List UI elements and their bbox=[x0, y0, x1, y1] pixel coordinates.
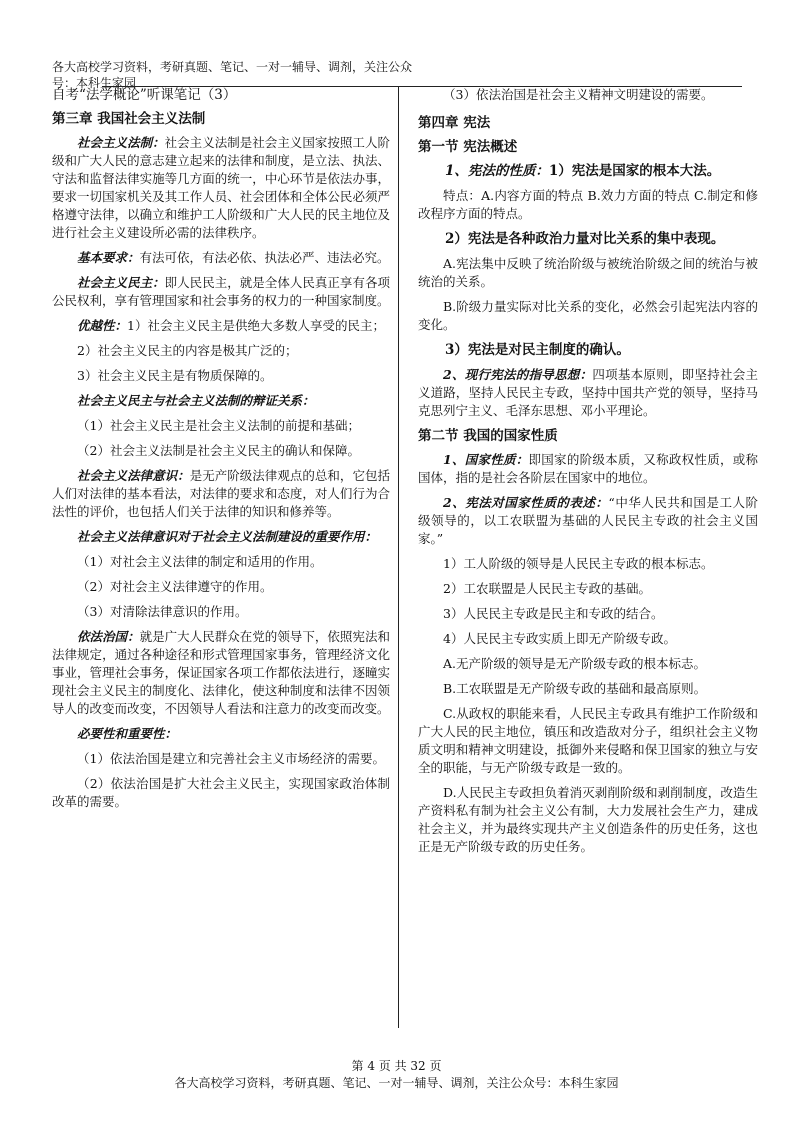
list-item: 3）人民民主专政是民主和专政的结合。 bbox=[443, 606, 664, 621]
paragraph-text: “中华人民共和国是工人阶级领导的，以工农联盟为基础的人民民主专政的社会主义国家。” bbox=[418, 495, 758, 546]
paragraph-text: 1）宪法是国家的根本大法。 bbox=[548, 163, 721, 179]
page-header: 各大高校学习资料，考研真题、笔记、一对一辅导、调剂，关注公众号：本科生家园 bbox=[52, 60, 413, 90]
list-item: （1）依法治国是建立和完善社会主义市场经济的需要。 bbox=[77, 751, 385, 766]
list-item: 1）工人阶级的领导是人民民主专政的根本标志。 bbox=[443, 556, 714, 571]
paragraph-rule-of-law bbox=[52, 628, 390, 718]
paragraph-text: 四项基本原则，即坚持社会主义道路，坚持人民民主专政，坚持中国共产党的领导，坚持马克思列宁主义、毛泽东思想、邓小平理论。 bbox=[418, 367, 758, 418]
term-label: 社会主义法律意识对于社会主义法制建设的重要作用： bbox=[77, 529, 378, 544]
list-item: （2）对社会主义法律遵守的作用。 bbox=[77, 579, 273, 594]
list-item: C.从政权的职能来看，人民民主专政具有维护工作阶级和广大人民的民主地位，镇压和改造敌对分子，组织社会主义物质文明和精神文明建设，抵御外来侵略和保卫国家的独立与安全的职能，与无产阶级专政是一致的。 bbox=[418, 706, 758, 775]
paragraph-text: 就是广大人民群众在党的领导下，依照宪法和法律规定，通过各种途径和形式管理国家事务，管理经济文化事业，管理社会事务，保证国家各项工作都依法进行，逐瞳实现社会主义民主的制度化、法律化，使这种制度和法律不因领导人的改变而改变，不因领导人看法和注意力的改变而改变。 bbox=[52, 629, 390, 716]
chapter-4-heading: 第四章 宪法 bbox=[418, 115, 491, 131]
term-label: 社会主义法制： bbox=[77, 135, 165, 150]
paragraph-constitution-nature bbox=[418, 162, 758, 180]
term-label: 社会主义民主与社会主义法制的辩证关系： bbox=[77, 393, 315, 408]
term-label: 1、国家性质： bbox=[443, 452, 529, 467]
paragraph-guiding-ideology bbox=[418, 366, 758, 420]
list-item: A.宪法集中反映了统治阶级与被统治阶级之间的统治与被统治的关系。 bbox=[418, 256, 758, 289]
list-item: （2）社会主义法制是社会主义民主的确认和保障。 bbox=[77, 443, 360, 458]
list-item: （3）对清除法律意识的作用。 bbox=[77, 604, 248, 619]
paragraph-text: 有法可依，有法必依、执法必严、违法必究。 bbox=[139, 250, 390, 265]
column-divider bbox=[398, 86, 399, 1028]
paragraph-superiority bbox=[52, 317, 390, 335]
term-label: 必要性和重要性： bbox=[77, 726, 178, 741]
paragraph-features: 特点：A.内容方面的特点 B.效力方面的特点 C.制定和修改程序方面的特点。 bbox=[418, 188, 758, 221]
paragraph-state-nature bbox=[418, 451, 758, 487]
paragraph-legal-consciousness bbox=[52, 467, 390, 521]
term-label: 1、宪法的性质： bbox=[445, 163, 549, 179]
document-title: 自考“法学概论”听课笔记（3） bbox=[52, 87, 237, 103]
list-item: A.无产阶级的领导是无产阶级专政的根本标志。 bbox=[443, 656, 707, 671]
section-1-heading: 第一节 宪法概述 bbox=[418, 139, 518, 155]
paragraph-text: 1）社会主义民主是供绝大多数人享受的民主； bbox=[127, 318, 385, 333]
list-item: （3）依法治国是社会主义精神文明建设的需要。 bbox=[443, 87, 714, 102]
paragraph-point-2: 2）宪法是各种政治力量对比关系的集中表现。 bbox=[445, 231, 725, 247]
list-item: （1）社会主义民主是社会主义法制的前提和基础； bbox=[77, 418, 360, 433]
paragraph-necessity bbox=[52, 725, 390, 743]
term-label: 2、宪法对国家性质的表述： bbox=[443, 495, 609, 510]
list-item: 2）社会主义民主的内容是极其广泛的； bbox=[77, 343, 298, 358]
section-2-heading: 第二节 我国的国家性质 bbox=[418, 428, 558, 444]
right-column bbox=[418, 86, 758, 863]
term-label: 社会主义民主： bbox=[77, 275, 165, 290]
paragraph-constitution-statement bbox=[418, 494, 758, 548]
term-label: 基本要求： bbox=[77, 250, 140, 265]
paragraph-text: 社会主义法制是社会主义国家按照工人阶级和广大人民的意志建立起来的法律和制度，是立法、执法、守法和监督法律实施等几方面的统一，中心环节是依法办事，要求一切国家机关及其工作人员、社会团体和全体公民必须严格遵守法律，以确立和维护工人阶级和广大人民的民主地位及进行社会主义建设所必需的法律秩序。 bbox=[52, 135, 390, 240]
list-item: （2）依法治国是扩大社会主义民主，实现国家政治体制改革的需要。 bbox=[52, 776, 390, 809]
list-item: 2）工农联盟是人民民主专政的基础。 bbox=[443, 581, 651, 596]
paragraph-text: 即人民民主，就是全体人民真正享有各项公民权利，享有管理国家和社会事务的权力的一种国家制度。 bbox=[52, 275, 390, 308]
paragraph-dialectical-relation bbox=[52, 392, 390, 410]
paragraph-consciousness-role bbox=[52, 528, 390, 546]
paragraph-point-3: 3）宪法是对民主制度的确认。 bbox=[445, 342, 630, 358]
list-item: 4）人民民主专政实质上即无产阶级专政。 bbox=[443, 631, 676, 646]
paragraph-text: 即国家的阶级本质，又称政权性质，或称国体，指的是社会各阶层在国家中的地位。 bbox=[418, 452, 758, 485]
list-item: 3）社会主义民主是有物质保障的。 bbox=[77, 368, 273, 383]
term-label: 依法治国： bbox=[77, 629, 140, 644]
page-footer: 各大高校学习资料，考研真题、笔记、一对一辅导、调剂，关注公众号：本科生家园 bbox=[174, 1076, 619, 1090]
paragraph-text: 是无产阶级法律观点的总和，它包括人们对法律的基本看法，对法律的要求和态度，对人们行为合法性的评价，也包括人们关于法律的知识和修养等。 bbox=[52, 468, 390, 519]
list-item: B.阶级力量实际对比关系的变化，必然会引起宪法内容的变化。 bbox=[418, 299, 758, 332]
left-column bbox=[52, 86, 390, 818]
term-label: 社会主义法律意识： bbox=[77, 468, 190, 483]
paragraph-socialist-democracy bbox=[52, 274, 390, 310]
page-number: 第 4 页 共 32 页 bbox=[351, 1059, 442, 1073]
term-label: 2、现行宪法的指导思想： bbox=[443, 367, 593, 382]
list-item: B.工农联盟是无产阶级专政的基础和最高原则。 bbox=[443, 681, 707, 696]
list-item: （1）对社会主义法律的制定和适用的作用。 bbox=[77, 554, 323, 569]
term-label: 优越性： bbox=[77, 318, 128, 333]
paragraph-basic-requirements bbox=[52, 249, 390, 267]
list-item: D.人民民主专政担负着消灭剥削阶级和剥削制度，改造生产资料私有制为社会主义公有制，大力发展社会生产力，建成社会主义，并为最终实现共产主义创造条件的历史任务，这也正是无产阶级专政的历史任务。 bbox=[418, 785, 758, 854]
chapter-3-heading: 第三章 我国社会主义法制 bbox=[52, 111, 206, 127]
paragraph-socialist-legal-system bbox=[52, 134, 390, 242]
